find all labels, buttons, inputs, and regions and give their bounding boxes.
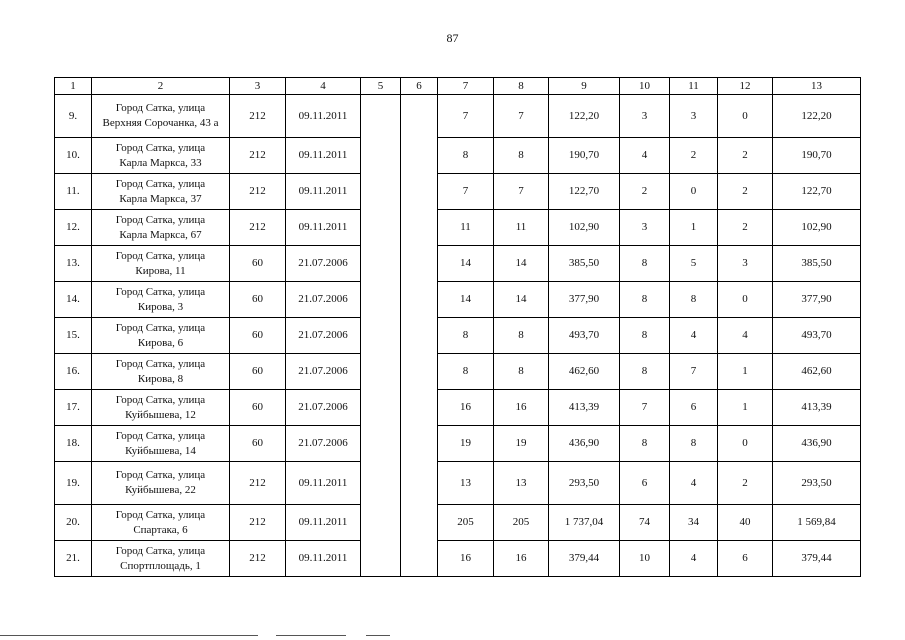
col7-cell: 8 xyxy=(438,318,494,354)
address-line-1: Город Сатка, улица xyxy=(115,249,206,262)
col11-cell: 0 xyxy=(670,174,718,210)
footer-rule xyxy=(366,635,390,636)
col12-cell: 0 xyxy=(718,282,773,318)
date-cell: 09.11.2011 xyxy=(286,138,361,174)
address-cell xyxy=(92,95,230,138)
column-header: 11 xyxy=(670,78,718,95)
col10-cell: 2 xyxy=(620,174,670,210)
footer-rule xyxy=(0,635,258,636)
date-cell: 21.07.2006 xyxy=(286,246,361,282)
col11-cell: 8 xyxy=(670,282,718,318)
col7-cell: 16 xyxy=(438,541,494,577)
col9-value-cell: 190,70 xyxy=(549,138,620,174)
row-number-cell: 21. xyxy=(55,541,92,577)
table-row xyxy=(55,505,861,541)
address-line-2: Кирова, 6 xyxy=(137,336,184,349)
col3-cell: 212 xyxy=(230,505,286,541)
table-row xyxy=(55,95,861,138)
col3-cell: 60 xyxy=(230,354,286,390)
housing-register-table xyxy=(54,77,861,577)
address-cell xyxy=(92,282,230,318)
col5-empty-cell xyxy=(361,95,401,577)
footer-rule xyxy=(276,635,346,636)
col12-cell: 0 xyxy=(718,95,773,138)
col9-value-cell: 122,20 xyxy=(549,95,620,138)
col10-cell: 4 xyxy=(620,138,670,174)
address-line-2: Куйбышева, 22 xyxy=(125,484,196,496)
col7-cell: 8 xyxy=(438,138,494,174)
date-cell: 21.07.2006 xyxy=(286,282,361,318)
date-cell: 21.07.2006 xyxy=(286,390,361,426)
col9-value-cell: 102,90 xyxy=(549,210,620,246)
col13-value-cell: 122,20 xyxy=(773,95,861,138)
address-cell xyxy=(92,246,230,282)
column-header: 8 xyxy=(494,78,549,95)
address-line-2: Карла Маркса, 33 xyxy=(119,156,202,169)
row-number-cell: 12. xyxy=(55,210,92,246)
col13-value-cell: 122,70 xyxy=(773,174,861,210)
col11-cell: 34 xyxy=(670,505,718,541)
col12-cell: 0 xyxy=(718,426,773,462)
column-header: 4 xyxy=(286,78,361,95)
col13-value-cell: 462,60 xyxy=(773,354,861,390)
col3-cell: 212 xyxy=(230,210,286,246)
address-line-1: Город Сатка, улица xyxy=(115,177,206,190)
col13-value-cell: 379,44 xyxy=(773,541,861,577)
col13-value-cell: 190,70 xyxy=(773,138,861,174)
address-cell xyxy=(92,174,230,210)
table-row xyxy=(55,282,861,318)
col11-cell: 3 xyxy=(670,95,718,138)
table-row xyxy=(55,462,861,505)
address-line-2: Спартака, 6 xyxy=(133,523,188,536)
col11-cell: 6 xyxy=(670,390,718,426)
address-cell xyxy=(92,210,230,246)
address-cell xyxy=(92,138,230,174)
row-number-cell: 10. xyxy=(55,138,92,174)
col11-cell: 7 xyxy=(670,354,718,390)
col9-value-cell: 122,70 xyxy=(549,174,620,210)
col3-cell: 60 xyxy=(230,318,286,354)
address-cell xyxy=(92,505,230,541)
address-line-2: Спортплощадь, 1 xyxy=(120,559,201,572)
col8-cell: 8 xyxy=(494,354,549,390)
address-line-2: Куйбышева, 12 xyxy=(125,408,196,421)
col9-value-cell: 379,44 xyxy=(549,541,620,577)
col10-cell: 3 xyxy=(620,95,670,138)
row-number-cell: 17. xyxy=(55,390,92,426)
address-line-2: Верхняя Сорочанка, 43 а xyxy=(102,117,219,129)
col13-value-cell: 377,90 xyxy=(773,282,861,318)
col13-value-cell: 293,50 xyxy=(773,462,861,505)
col9-value-cell: 385,50 xyxy=(549,246,620,282)
col13-value-cell: 102,90 xyxy=(773,210,861,246)
address-line-1: Город Сатка, улица xyxy=(115,544,206,557)
col7-cell: 11 xyxy=(438,210,494,246)
col8-cell: 16 xyxy=(494,541,549,577)
date-cell: 21.07.2006 xyxy=(286,318,361,354)
address-line-1: Город Сатка, улица xyxy=(115,469,206,481)
row-number-cell: 9. xyxy=(55,95,92,138)
col13-value-cell: 385,50 xyxy=(773,246,861,282)
date-cell: 09.11.2011 xyxy=(286,174,361,210)
address-line-2: Куйбышева, 14 xyxy=(125,444,196,457)
col7-cell: 19 xyxy=(438,426,494,462)
col8-cell: 14 xyxy=(494,246,549,282)
date-cell: 09.11.2011 xyxy=(286,541,361,577)
col3-cell: 212 xyxy=(230,541,286,577)
table-row xyxy=(55,318,861,354)
col13-value-cell: 436,90 xyxy=(773,426,861,462)
table-row xyxy=(55,390,861,426)
col3-cell: 60 xyxy=(230,390,286,426)
col9-value-cell: 413,39 xyxy=(549,390,620,426)
col10-cell: 6 xyxy=(620,462,670,505)
row-number-cell: 19. xyxy=(55,462,92,505)
column-header: 7 xyxy=(438,78,494,95)
column-header: 13 xyxy=(773,78,861,95)
col8-cell: 19 xyxy=(494,426,549,462)
row-number-cell: 11. xyxy=(55,174,92,210)
row-number-cell: 15. xyxy=(55,318,92,354)
col3-cell: 212 xyxy=(230,138,286,174)
column-header: 1 xyxy=(55,78,92,95)
address-line-1: Город Сатка, улица xyxy=(115,141,206,154)
col11-cell: 4 xyxy=(670,541,718,577)
col12-cell: 1 xyxy=(718,354,773,390)
column-number-header-row xyxy=(55,78,861,95)
table-row xyxy=(55,354,861,390)
col3-cell: 212 xyxy=(230,95,286,138)
row-number-cell: 16. xyxy=(55,354,92,390)
col13-value-cell: 413,39 xyxy=(773,390,861,426)
table-row xyxy=(55,541,861,577)
col7-cell: 13 xyxy=(438,462,494,505)
col11-cell: 4 xyxy=(670,462,718,505)
col10-cell: 74 xyxy=(620,505,670,541)
col8-cell: 13 xyxy=(494,462,549,505)
col11-cell: 8 xyxy=(670,426,718,462)
address-cell xyxy=(92,426,230,462)
row-number-cell: 13. xyxy=(55,246,92,282)
address-line-1: Город Сатка, улица xyxy=(115,357,206,370)
col10-cell: 8 xyxy=(620,282,670,318)
col11-cell: 5 xyxy=(670,246,718,282)
address-line-1: Город Сатка, улица xyxy=(115,508,206,521)
address-cell xyxy=(92,541,230,577)
page-number: 87 xyxy=(446,31,459,45)
column-header: 3 xyxy=(230,78,286,95)
col11-cell: 4 xyxy=(670,318,718,354)
address-line-2: Карла Маркса, 37 xyxy=(119,192,202,205)
col10-cell: 8 xyxy=(620,246,670,282)
col12-cell: 2 xyxy=(718,210,773,246)
col12-cell: 6 xyxy=(718,541,773,577)
col3-cell: 212 xyxy=(230,462,286,505)
col10-cell: 8 xyxy=(620,318,670,354)
table-row xyxy=(55,138,861,174)
col3-cell: 212 xyxy=(230,174,286,210)
address-line-2: Карла Маркса, 67 xyxy=(119,228,202,241)
address-line-1: Город Сатка, улица xyxy=(115,393,206,406)
col3-cell: 60 xyxy=(230,282,286,318)
col9-value-cell: 377,90 xyxy=(549,282,620,318)
col8-cell: 8 xyxy=(494,318,549,354)
col10-cell: 8 xyxy=(620,426,670,462)
column-header: 9 xyxy=(549,78,620,95)
address-line-1: Город Сатка, улица xyxy=(115,321,206,334)
col9-value-cell: 1 737,04 xyxy=(549,505,620,541)
col10-cell: 8 xyxy=(620,354,670,390)
row-number-cell: 18. xyxy=(55,426,92,462)
col3-cell: 60 xyxy=(230,246,286,282)
col7-cell: 8 xyxy=(438,354,494,390)
date-cell: 09.11.2011 xyxy=(286,462,361,505)
address-line-1: Город Сатка, улица xyxy=(115,102,206,114)
col8-cell: 7 xyxy=(494,95,549,138)
table-row xyxy=(55,210,861,246)
col8-cell: 14 xyxy=(494,282,549,318)
col12-cell: 3 xyxy=(718,246,773,282)
row-number-cell: 20. xyxy=(55,505,92,541)
table-row xyxy=(55,426,861,462)
date-cell: 09.11.2011 xyxy=(286,210,361,246)
address-cell xyxy=(92,318,230,354)
address-cell xyxy=(92,390,230,426)
col7-cell: 205 xyxy=(438,505,494,541)
column-header: 10 xyxy=(620,78,670,95)
address-cell xyxy=(92,462,230,505)
date-cell: 09.11.2011 xyxy=(286,95,361,138)
col8-cell: 7 xyxy=(494,174,549,210)
address-line-2: Кирова, 11 xyxy=(135,264,186,277)
col7-cell: 7 xyxy=(438,95,494,138)
date-cell: 21.07.2006 xyxy=(286,426,361,462)
col8-cell: 16 xyxy=(494,390,549,426)
col7-cell: 14 xyxy=(438,246,494,282)
col7-cell: 7 xyxy=(438,174,494,210)
col3-cell: 60 xyxy=(230,426,286,462)
col7-cell: 16 xyxy=(438,390,494,426)
address-cell xyxy=(92,354,230,390)
col12-cell: 1 xyxy=(718,390,773,426)
col12-cell: 40 xyxy=(718,505,773,541)
col11-cell: 1 xyxy=(670,210,718,246)
col12-cell: 2 xyxy=(718,462,773,505)
col8-cell: 8 xyxy=(494,138,549,174)
col8-cell: 11 xyxy=(494,210,549,246)
table-row xyxy=(55,246,861,282)
col13-value-cell: 493,70 xyxy=(773,318,861,354)
col7-cell: 14 xyxy=(438,282,494,318)
col10-cell: 3 xyxy=(620,210,670,246)
col8-cell: 205 xyxy=(494,505,549,541)
col9-value-cell: 436,90 xyxy=(549,426,620,462)
address-line-1: Город Сатка, улица xyxy=(115,429,206,442)
col9-value-cell: 293,50 xyxy=(549,462,620,505)
col12-cell: 2 xyxy=(718,138,773,174)
column-header: 6 xyxy=(401,78,438,95)
date-cell: 09.11.2011 xyxy=(286,505,361,541)
col10-cell: 10 xyxy=(620,541,670,577)
date-cell: 21.07.2006 xyxy=(286,354,361,390)
col9-value-cell: 462,60 xyxy=(549,354,620,390)
address-line-2: Кирова, 8 xyxy=(137,372,184,385)
row-number-cell: 14. xyxy=(55,282,92,318)
col13-value-cell: 1 569,84 xyxy=(773,505,861,541)
column-header: 5 xyxy=(361,78,401,95)
col12-cell: 4 xyxy=(718,318,773,354)
address-line-1: Город Сатка, улица xyxy=(115,213,206,226)
address-line-1: Город Сатка, улица xyxy=(115,285,206,298)
address-line-2: Кирова, 3 xyxy=(137,300,184,313)
col9-value-cell: 493,70 xyxy=(549,318,620,354)
col6-empty-cell xyxy=(401,95,438,577)
column-header: 12 xyxy=(718,78,773,95)
col12-cell: 2 xyxy=(718,174,773,210)
col10-cell: 7 xyxy=(620,390,670,426)
col11-cell: 2 xyxy=(670,138,718,174)
table-row xyxy=(55,174,861,210)
column-header: 2 xyxy=(92,78,230,95)
